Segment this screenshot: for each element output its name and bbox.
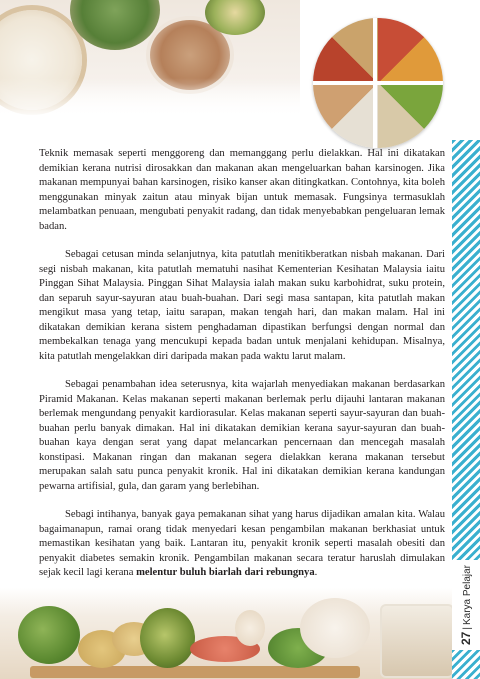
paragraph-2: Sebagai cetusan minda selanjutnya, kita patutlah menitikberatkan nisbah makanan. Dari segi nisbah makanan, kita patutlah mematuhi nasihat Kementerian Kesihatan Malaysia iaitu Pinggan Sihat Malaysia. Pinggan Sihat Malaysia ialah makan suku karbohidrat, suku protein, dan separuh sayur-sayuran atau buah-buahan. Dari segi masa santapan, kita patutlah makan mengikut masa yang tetap, iaitu sarapan, makan tengah hari, dan makan malam. Hal ini dikatakan demikian kerana sistem penghadaman dipastikan berfungsi dengan normal dan membekalkan tenaga yang mencukupi kepada badan untuk menjalani kehidupan. Misalnya, kita patutlah mengelakkan diri daripada makan pada waktu larut malam. [39, 249, 445, 362]
label-separator: | [462, 627, 473, 630]
side-label-text [459, 565, 473, 645]
cutting-board-image [30, 666, 360, 678]
egg-image [235, 610, 265, 646]
bottom-food-banner [0, 588, 452, 679]
article-body [39, 147, 445, 595]
avocado-image [140, 608, 195, 668]
paragraph-3: Sebagai penambahan idea seterusnya, kita wajarlah menyediakan makanan berdasarkan Piramid Makanan. Kelas makanan seperti makanan berlemak perlu dijauhi lantaran makanan berlemak mengundang penyakit kardiorasular. Kelas makanan seperti sayur-sayuran dan buah-buahan perlu banyak dimakan. Hal ini dikatakan demikian kerana sayur-sayuran dan buah-buahan kaya dengan serat yang dapat melancarkan pencernaan dan mencegah masalah konstipasi. Makanan ringan dan makanan segera dielakkan kerana makanan tersebut merupakan salah satu punca penyakit kronik. Hal ini dikatakan demikian kerana kandungan pewarna artifisial, gula, dan garam yang berlebihan. [39, 379, 445, 492]
broccoli-image [18, 606, 80, 664]
paragraph-1: Teknik memasak seperti menggoreng dan memanggang perlu dielakkan. Hal ini dikatakan demikian kerana nutrisi dirosakkan dan makanan akan mengeluarkan bahan karsinogen. Jika makanan mempunyai bahan karsinogen, risiko kanser akan ditingkatkan. Contohnya, kita boleh menggunakan minyak zaitun atau minyak bijan untuk memasak. Fungsinya termasuklah melambatkan penuaan, mengubati penyakit radang, dan tidak menyebabkan pengeluaran lemak badan. [39, 148, 445, 232]
grain-jar-image [380, 604, 452, 678]
greens-bowl-image [70, 0, 160, 50]
plate-image [300, 598, 370, 658]
paragraph-4-text: Sebagi intihanya, banyak gaya pemakanan sihat yang harus dijadikan amalan kita. Walau bagaimanapun, ramai orang tidak menyedari kesan pengambilan makanan berkhasiat untuk memastikan kesihatan yang baik. Lantaran itu, penyakit kronik seperti masalah obesiti dan penyakit diabetes semakin kronik. Pengambilan makanan secara teratur haruslah dimulakan sejak kecil lagi kerana [39, 509, 445, 578]
top-food-banner [0, 0, 300, 118]
food-wheel-divider [313, 81, 443, 85]
banner-fade [0, 78, 300, 118]
side-page-label [452, 560, 480, 650]
section-title: Karya Pelajar [462, 565, 473, 626]
proverb-bold: melentur buluh biarlah dari rebungnya [136, 567, 315, 578]
paragraph-4-end: . [314, 567, 318, 578]
page-number: 27 [459, 631, 473, 645]
paragraph-4 [39, 508, 445, 581]
